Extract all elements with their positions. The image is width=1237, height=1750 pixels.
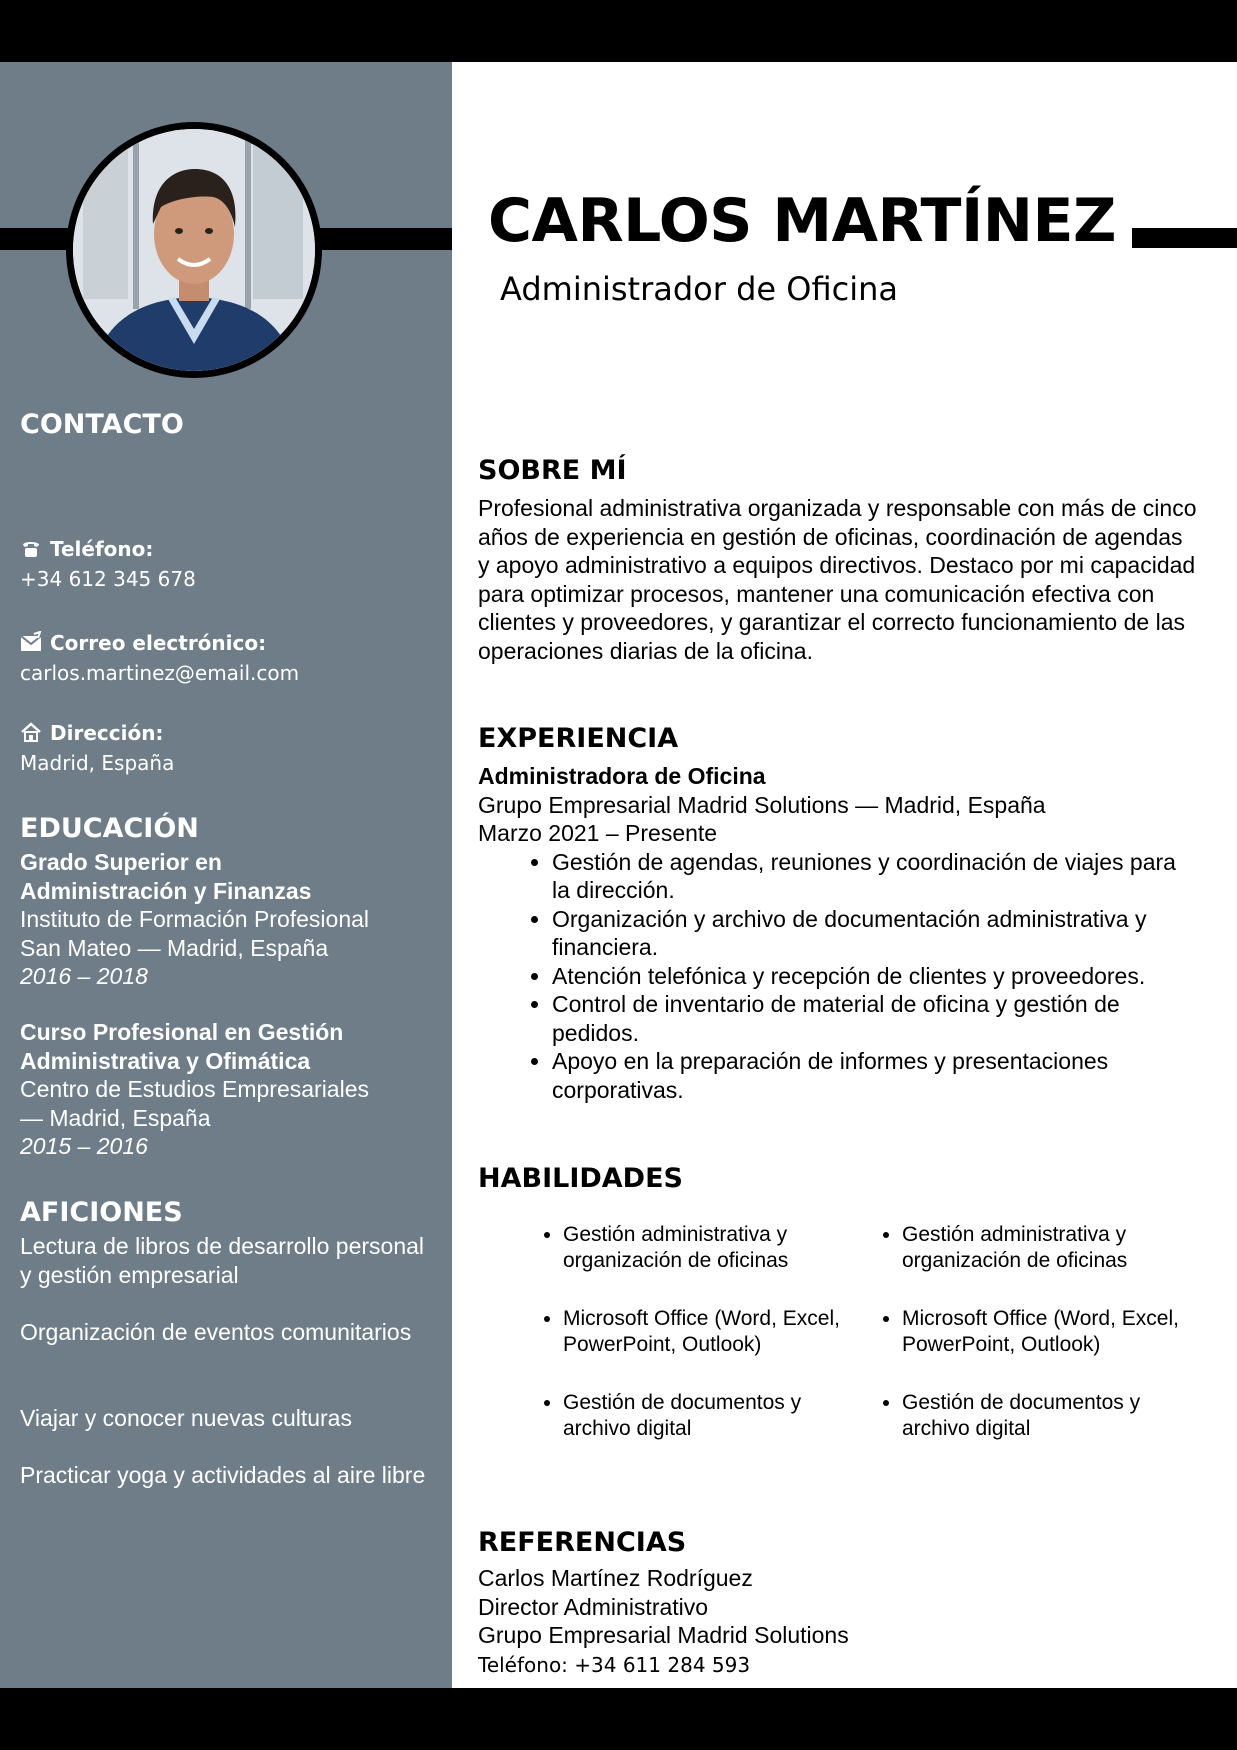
job-bullet: • Organización y archivo de documentación administrativa y financiera.: [552, 905, 1198, 962]
resume-page: [0, 62, 1237, 1688]
hobby-item: Lectura de libros de desarrollo personal y gestión empresarial: [20, 1233, 425, 1288]
education-title: Curso Profesional en Gestión: [20, 1019, 344, 1045]
decorative-bar-right: [1132, 228, 1237, 248]
education-title: Administración y Finanzas: [20, 877, 312, 904]
education-title: Administrativa y Ofimática: [20, 1047, 311, 1074]
reference-name: Carlos Martínez Rodríguez: [478, 1565, 753, 1591]
education-dates: 2016 – 2018: [20, 963, 148, 989]
job-title: Administradora de Oficina: [478, 763, 766, 789]
address-value: Madrid, España: [20, 751, 175, 775]
telephone-icon: [20, 537, 42, 559]
experience-heading: EXPERIENCIA: [478, 723, 679, 754]
skills-list-left: [523, 1222, 853, 1474]
job-bullet: • Apoyo en la preparación de informes y presentaciones corporativas.: [552, 1047, 1198, 1104]
reference-company: Grupo Empresarial Madrid Solutions: [478, 1622, 849, 1648]
job-company: Grupo Empresarial Madrid Solutions — Madrid, España: [478, 791, 1046, 818]
reference-entry: [478, 1564, 849, 1680]
skill-item: • Microsoft Office (Word, Excel, PowerPoint, Outlook): [902, 1306, 1192, 1358]
about-heading: SOBRE MÍ: [478, 455, 627, 486]
education-school: Centro de Estudios Empresariales: [20, 1076, 369, 1102]
reference-position: Director Administrativo: [478, 1593, 709, 1620]
education-dates: 2015 – 2016: [20, 1133, 148, 1159]
skill-item: • Gestión de documentos y archivo digital: [902, 1390, 1192, 1442]
job-bullet: • Gestión de agendas, reuniones y coordinación de viajes para la dirección.: [552, 848, 1198, 905]
education-school: San Mateo — Madrid, España: [20, 934, 329, 961]
skill-item: • Gestión administrativa y organización de oficinas: [902, 1222, 1192, 1274]
hobbies-heading: AFICIONES: [20, 1197, 183, 1228]
hobby-item: Practicar yoga y actividades al aire libre: [20, 1462, 426, 1488]
job-bullet: • Control de inventario de material de oficina y gestión de pedidos.: [552, 990, 1198, 1047]
skill-item: • Gestión administrativa y organización de oficinas: [563, 1222, 853, 1274]
education-school: Instituto de Formación Profesional: [20, 906, 370, 932]
education-item: [20, 848, 430, 991]
phone-label: Teléfono:: [50, 537, 154, 561]
email-label: Correo electrónico:: [50, 631, 267, 655]
hobby-item: Organización de eventos comunitarios: [20, 1319, 412, 1345]
job-bullets: [478, 848, 1198, 1105]
education-school: — Madrid, España: [20, 1104, 211, 1131]
education-heading: EDUCACIÓN: [20, 813, 199, 844]
about-text: Profesional administrativa organizada y responsable con más de cinco años de experiencia en gestión de oficinas, coordinación de agendas y apoyo administrativo a equipos directivos. Destaco por mi capacidad para optimizar procesos, mantener una comunicación efectiva con clientes y proveedores, y garantizar el correcto funcionamiento de las operaciones diarias de la oficina.: [478, 495, 1197, 664]
skills-list-right: [862, 1222, 1192, 1474]
skill-item: • Microsoft Office (Word, Excel, PowerPoint, Outlook): [563, 1306, 853, 1358]
email-value: carlos.martinez@email.com: [20, 661, 300, 685]
skill-item: • Gestión de documentos y archivo digital: [563, 1390, 853, 1442]
address-label: Dirección:: [50, 721, 164, 745]
envelope-icon: [20, 631, 42, 653]
experience-entry: [478, 762, 1198, 1104]
sidebar: [0, 62, 452, 1688]
job-dates: Marzo 2021 – Presente: [478, 820, 718, 846]
job-bullet: • Atención telefónica y recepción de clientes y proveedores.: [552, 962, 1198, 991]
education-title: Grado Superior en: [20, 849, 222, 875]
contact-heading: CONTACTO: [20, 409, 184, 440]
house-icon: [20, 721, 42, 743]
skills-heading: HABILIDADES: [478, 1163, 683, 1194]
reference-phone: Teléfono: +34 611 284 593: [478, 1652, 751, 1677]
portrait-illustration: [73, 129, 315, 371]
candidate-name: CARLOS MARTÍNEZ: [488, 186, 1116, 256]
contact-address: [20, 718, 174, 778]
hobby-item: Viajar y conocer nuevas culturas: [20, 1405, 352, 1431]
profile-photo: [66, 122, 322, 378]
contact-phone: [20, 534, 196, 594]
education-item: [20, 1018, 430, 1161]
contact-email: [20, 628, 299, 688]
phone-value: +34 612 345 678: [20, 567, 196, 591]
references-heading: REFERENCIAS: [478, 1527, 687, 1558]
candidate-role: Administrador de Oficina: [500, 270, 898, 308]
